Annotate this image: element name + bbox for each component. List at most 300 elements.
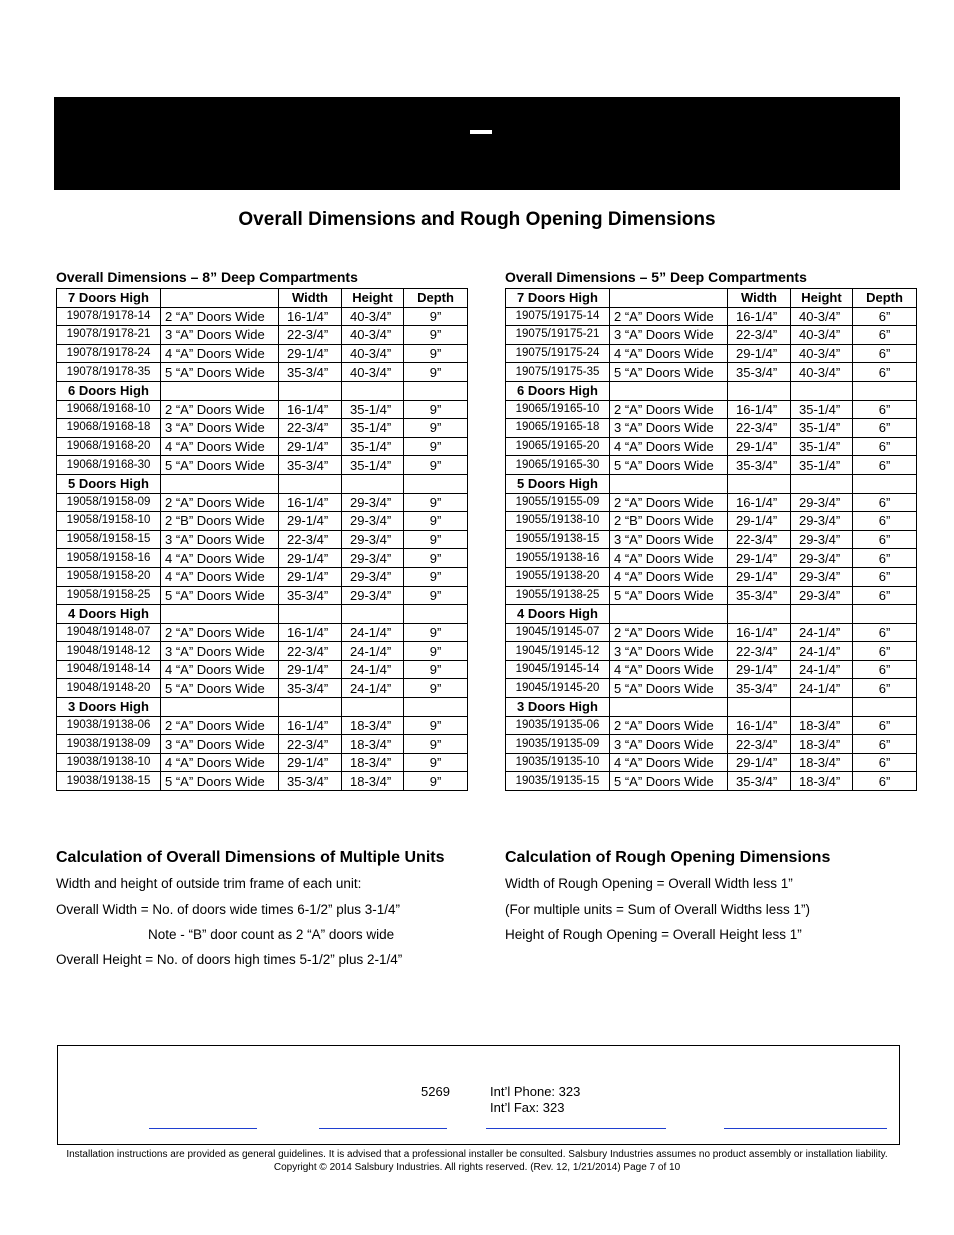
height-value: 29-3/4” xyxy=(342,493,404,512)
width-value: 29-1/4” xyxy=(279,567,342,586)
model-number: 19078/19178-24 xyxy=(57,344,161,363)
height-value: 40-3/4” xyxy=(342,307,404,326)
depth-value: 6” xyxy=(853,549,917,568)
width-value: 29-1/4” xyxy=(279,512,342,531)
group-header-row xyxy=(506,698,917,717)
page-title: Overall Dimensions and Rough Opening Dimensions xyxy=(238,209,716,230)
door-config: 3 “A” Doors Wide xyxy=(610,735,728,754)
table-row xyxy=(57,344,468,363)
table-row xyxy=(506,716,917,735)
width-value: 16-1/4” xyxy=(279,623,342,642)
depth-value: 6” xyxy=(853,735,917,754)
table-row xyxy=(57,716,468,735)
empty-cell xyxy=(404,698,468,717)
door-config: 4 “A” Doors Wide xyxy=(161,549,279,568)
width-value: 29-1/4” xyxy=(279,549,342,568)
depth-value: 9” xyxy=(404,586,468,605)
empty-cell xyxy=(161,698,279,717)
height-value: 18-3/4” xyxy=(342,716,404,735)
height-value: 40-3/4” xyxy=(791,326,853,345)
door-config: 2 “A” Doors Wide xyxy=(610,400,728,419)
width-value: 16-1/4” xyxy=(728,400,791,419)
table-row xyxy=(57,456,468,475)
depth-value: 9” xyxy=(404,567,468,586)
model-number: 19058/19158-25 xyxy=(57,586,161,605)
height-value: 24-1/4” xyxy=(342,679,404,698)
depth-value: 6” xyxy=(853,679,917,698)
empty-cell xyxy=(610,381,728,400)
table-row xyxy=(57,326,468,345)
depth-value: 9” xyxy=(404,716,468,735)
height-value: 35-1/4” xyxy=(791,419,853,438)
depth-value: 6” xyxy=(853,456,917,475)
depth-value: 6” xyxy=(853,623,917,642)
table-row xyxy=(506,642,917,661)
height-value: 24-1/4” xyxy=(791,660,853,679)
depth-value: 9” xyxy=(404,400,468,419)
height-value: 35-1/4” xyxy=(342,400,404,419)
door-config: 2 “A” Doors Wide xyxy=(161,307,279,326)
group-label: 5 Doors High xyxy=(506,474,610,493)
door-config: 5 “A” Doors Wide xyxy=(610,456,728,475)
model-number: 19038/19138-06 xyxy=(57,716,161,735)
contact-fax: Int’l Fax: 323 xyxy=(490,1100,565,1115)
width-value: 16-1/4” xyxy=(279,716,342,735)
group-header-row xyxy=(57,698,468,717)
model-number: 19048/19148-14 xyxy=(57,660,161,679)
empty-cell xyxy=(404,381,468,400)
table-row xyxy=(57,307,468,326)
height-value: 29-3/4” xyxy=(342,567,404,586)
dimensions-table-5in xyxy=(505,288,917,791)
depth-value: 9” xyxy=(404,753,468,772)
height-value: 40-3/4” xyxy=(342,363,404,382)
table-row xyxy=(57,660,468,679)
depth-value: 9” xyxy=(404,735,468,754)
model-number: 19055/19138-15 xyxy=(506,530,610,549)
model-number: 19078/19178-35 xyxy=(57,363,161,382)
depth-value: 6” xyxy=(853,363,917,382)
model-number: 19058/19158-09 xyxy=(57,493,161,512)
model-number: 19075/19175-21 xyxy=(506,326,610,345)
table-row xyxy=(57,753,468,772)
model-number: 19048/19148-07 xyxy=(57,623,161,642)
door-config: 4 “A” Doors Wide xyxy=(610,437,728,456)
width-value: 35-3/4” xyxy=(728,456,791,475)
door-config: 2 “A” Doors Wide xyxy=(610,307,728,326)
model-number: 19045/19145-07 xyxy=(506,623,610,642)
width-value: 29-1/4” xyxy=(728,549,791,568)
group-header-row xyxy=(57,289,468,308)
group-label: 4 Doors High xyxy=(506,605,610,624)
table-row xyxy=(506,567,917,586)
model-number: 19075/19175-24 xyxy=(506,344,610,363)
column-header-width: Width xyxy=(279,289,342,308)
depth-value: 6” xyxy=(853,493,917,512)
width-value: 16-1/4” xyxy=(728,623,791,642)
width-value: 29-1/4” xyxy=(279,344,342,363)
door-config: 5 “A” Doors Wide xyxy=(610,363,728,382)
height-value: 40-3/4” xyxy=(791,363,853,382)
width-value: 16-1/4” xyxy=(728,493,791,512)
width-value: 22-3/4” xyxy=(728,530,791,549)
door-config: 5 “A” Doors Wide xyxy=(610,772,728,791)
door-config: 5 “A” Doors Wide xyxy=(161,586,279,605)
table-row xyxy=(506,419,917,438)
height-value: 24-1/4” xyxy=(342,642,404,661)
depth-value: 9” xyxy=(404,660,468,679)
table-row xyxy=(506,772,917,791)
table-row xyxy=(57,623,468,642)
depth-value: 6” xyxy=(853,437,917,456)
table-row xyxy=(57,363,468,382)
group-label: 4 Doors High xyxy=(57,605,161,624)
model-number: 19068/19168-20 xyxy=(57,437,161,456)
empty-cell xyxy=(279,474,342,493)
height-value: 18-3/4” xyxy=(342,735,404,754)
model-number: 19058/19158-20 xyxy=(57,567,161,586)
table-row xyxy=(57,530,468,549)
width-value: 22-3/4” xyxy=(728,326,791,345)
door-config: 2 “A” Doors Wide xyxy=(161,493,279,512)
contact-link-2[interactable] xyxy=(319,1128,447,1129)
door-config: 2 “B” Doors Wide xyxy=(610,512,728,531)
group-label: 7 Doors High xyxy=(506,289,610,308)
table-row xyxy=(506,363,917,382)
contact-number: 5269 xyxy=(421,1084,450,1099)
empty-cell xyxy=(342,381,404,400)
group-header-row xyxy=(57,474,468,493)
door-config: 3 “A” Doors Wide xyxy=(161,642,279,661)
depth-value: 9” xyxy=(404,623,468,642)
model-number: 19048/19148-20 xyxy=(57,679,161,698)
contact-link-4[interactable] xyxy=(724,1128,887,1129)
contact-phone: Int’l Phone: 323 xyxy=(490,1084,581,1099)
table-row xyxy=(506,493,917,512)
door-config: 2 “A” Doors Wide xyxy=(161,716,279,735)
empty-cell xyxy=(279,698,342,717)
empty-cell xyxy=(791,474,853,493)
height-value: 24-1/4” xyxy=(791,623,853,642)
width-value: 16-1/4” xyxy=(279,307,342,326)
door-config: 3 “A” Doors Wide xyxy=(161,530,279,549)
column-header-blank xyxy=(161,289,279,308)
door-config: 4 “A” Doors Wide xyxy=(161,567,279,586)
group-label: 5 Doors High xyxy=(57,474,161,493)
height-value: 29-3/4” xyxy=(791,512,853,531)
group-header-row xyxy=(57,605,468,624)
column-header-blank xyxy=(610,289,728,308)
empty-cell xyxy=(791,605,853,624)
table-row xyxy=(57,772,468,791)
height-value: 29-3/4” xyxy=(342,586,404,605)
empty-cell xyxy=(728,474,791,493)
calc-multiple-line-2: Overall Width = No. of doors wide times 6-1/2” plus 3-1/4” xyxy=(56,902,401,917)
height-value: 40-3/4” xyxy=(791,307,853,326)
width-value: 22-3/4” xyxy=(279,326,342,345)
depth-value: 6” xyxy=(853,586,917,605)
empty-cell xyxy=(791,698,853,717)
width-value: 35-3/4” xyxy=(279,363,342,382)
calc-rough-line-1: Width of Rough Opening = Overall Width less 1” xyxy=(505,876,793,891)
table-caption-5in: Overall Dimensions – 5” Deep Compartments xyxy=(505,269,807,285)
calc-multiple-line-4: Overall Height = No. of doors high times 5-1/2” plus 2-1/4” xyxy=(56,952,403,967)
table-row xyxy=(57,567,468,586)
depth-value: 9” xyxy=(404,326,468,345)
group-label: 3 Doors High xyxy=(506,698,610,717)
depth-value: 6” xyxy=(853,344,917,363)
width-value: 22-3/4” xyxy=(728,642,791,661)
group-header-row xyxy=(506,289,917,308)
depth-value: 6” xyxy=(853,307,917,326)
empty-cell xyxy=(342,698,404,717)
width-value: 35-3/4” xyxy=(728,679,791,698)
width-value: 35-3/4” xyxy=(279,586,342,605)
empty-cell xyxy=(728,698,791,717)
model-number: 19035/19135-06 xyxy=(506,716,610,735)
width-value: 22-3/4” xyxy=(279,419,342,438)
depth-value: 6” xyxy=(853,660,917,679)
height-value: 18-3/4” xyxy=(791,716,853,735)
table-row xyxy=(506,735,917,754)
door-config: 2 “A” Doors Wide xyxy=(610,493,728,512)
model-number: 19058/19158-15 xyxy=(57,530,161,549)
height-value: 24-1/4” xyxy=(791,642,853,661)
depth-value: 9” xyxy=(404,772,468,791)
calc-rough-title: Calculation of Rough Opening Dimensions xyxy=(505,849,831,866)
group-header-row xyxy=(506,474,917,493)
empty-cell xyxy=(342,474,404,493)
width-value: 16-1/4” xyxy=(728,307,791,326)
depth-value: 9” xyxy=(404,307,468,326)
table-row xyxy=(57,437,468,456)
height-value: 40-3/4” xyxy=(791,344,853,363)
table-row xyxy=(57,493,468,512)
table-row xyxy=(506,679,917,698)
width-value: 29-1/4” xyxy=(728,567,791,586)
depth-value: 9” xyxy=(404,642,468,661)
depth-value: 9” xyxy=(404,493,468,512)
model-number: 19065/19165-30 xyxy=(506,456,610,475)
header-banner xyxy=(54,97,900,190)
height-value: 35-1/4” xyxy=(791,456,853,475)
width-value: 35-3/4” xyxy=(728,772,791,791)
group-header-row xyxy=(506,381,917,400)
door-config: 4 “A” Doors Wide xyxy=(610,567,728,586)
header-dash xyxy=(470,130,492,134)
disclaimer-text: Installation instructions are provided as general guidelines. It is advised that a professional installer be consulted. Salsbury Industries assumes no product assembly or installation liability. xyxy=(66,1149,888,1160)
model-number: 19065/19165-20 xyxy=(506,437,610,456)
door-config: 5 “A” Doors Wide xyxy=(161,456,279,475)
height-value: 29-3/4” xyxy=(342,512,404,531)
empty-cell xyxy=(342,605,404,624)
depth-value: 6” xyxy=(853,567,917,586)
depth-value: 9” xyxy=(404,456,468,475)
door-config: 3 “A” Doors Wide xyxy=(161,326,279,345)
empty-cell xyxy=(279,381,342,400)
model-number: 19038/19138-10 xyxy=(57,753,161,772)
door-config: 4 “A” Doors Wide xyxy=(610,549,728,568)
door-config: 5 “A” Doors Wide xyxy=(161,363,279,382)
contact-link-3[interactable] xyxy=(486,1128,666,1129)
table-row xyxy=(57,419,468,438)
door-config: 3 “A” Doors Wide xyxy=(161,419,279,438)
height-value: 35-1/4” xyxy=(342,437,404,456)
height-value: 18-3/4” xyxy=(791,753,853,772)
height-value: 24-1/4” xyxy=(342,623,404,642)
table-row xyxy=(506,456,917,475)
door-config: 2 “B” Doors Wide xyxy=(161,512,279,531)
height-value: 29-3/4” xyxy=(342,549,404,568)
door-config: 4 “A” Doors Wide xyxy=(161,753,279,772)
model-number: 19038/19138-15 xyxy=(57,772,161,791)
table-row xyxy=(57,735,468,754)
group-header-row xyxy=(57,381,468,400)
empty-cell xyxy=(728,381,791,400)
table-row xyxy=(506,753,917,772)
door-config: 5 “A” Doors Wide xyxy=(610,586,728,605)
width-value: 35-3/4” xyxy=(279,772,342,791)
width-value: 16-1/4” xyxy=(279,493,342,512)
height-value: 35-1/4” xyxy=(342,419,404,438)
depth-value: 6” xyxy=(853,326,917,345)
width-value: 35-3/4” xyxy=(279,456,342,475)
empty-cell xyxy=(161,605,279,624)
table-row xyxy=(506,344,917,363)
door-config: 3 “A” Doors Wide xyxy=(610,419,728,438)
group-label: 6 Doors High xyxy=(57,381,161,400)
width-value: 29-1/4” xyxy=(279,753,342,772)
width-value: 22-3/4” xyxy=(279,735,342,754)
width-value: 35-3/4” xyxy=(728,586,791,605)
empty-cell xyxy=(853,381,917,400)
table-row xyxy=(57,679,468,698)
depth-value: 6” xyxy=(853,400,917,419)
depth-value: 9” xyxy=(404,344,468,363)
height-value: 18-3/4” xyxy=(791,772,853,791)
width-value: 35-3/4” xyxy=(728,363,791,382)
table-row xyxy=(57,586,468,605)
height-value: 40-3/4” xyxy=(342,344,404,363)
height-value: 29-3/4” xyxy=(791,493,853,512)
height-value: 35-1/4” xyxy=(342,456,404,475)
height-value: 18-3/4” xyxy=(342,753,404,772)
empty-cell xyxy=(610,474,728,493)
door-config: 3 “A” Doors Wide xyxy=(161,735,279,754)
table-row xyxy=(506,512,917,531)
model-number: 19055/19138-10 xyxy=(506,512,610,531)
calc-multiple-line-1: Width and height of outside trim frame of each unit: xyxy=(56,876,362,891)
depth-value: 6” xyxy=(853,772,917,791)
depth-value: 6” xyxy=(853,716,917,735)
column-header-height: Height xyxy=(342,289,404,308)
height-value: 24-1/4” xyxy=(342,660,404,679)
calc-rough-line-3: Height of Rough Opening = Overall Height less 1” xyxy=(505,927,802,942)
depth-value: 9” xyxy=(404,512,468,531)
door-config: 3 “A” Doors Wide xyxy=(610,530,728,549)
width-value: 22-3/4” xyxy=(728,419,791,438)
model-number: 19055/19155-09 xyxy=(506,493,610,512)
model-number: 19065/19165-18 xyxy=(506,419,610,438)
table-row xyxy=(506,586,917,605)
table-caption-8in: Overall Dimensions – 8” Deep Compartments xyxy=(56,269,358,285)
copyright-text: Copyright © 2014 Salsbury Industries. All rights reserved. (Rev. 12, 1/21/2014) Page 7 of 10 xyxy=(273,1162,681,1173)
door-config: 4 “A” Doors Wide xyxy=(610,660,728,679)
group-header-row xyxy=(506,605,917,624)
table-row xyxy=(506,660,917,679)
model-number: 19045/19145-14 xyxy=(506,660,610,679)
empty-cell xyxy=(161,474,279,493)
model-number: 19055/19138-25 xyxy=(506,586,610,605)
width-value: 29-1/4” xyxy=(728,660,791,679)
depth-value: 6” xyxy=(853,642,917,661)
model-number: 19075/19175-14 xyxy=(506,307,610,326)
table-row xyxy=(57,512,468,531)
empty-cell xyxy=(728,605,791,624)
height-value: 35-1/4” xyxy=(791,437,853,456)
contact-link-1[interactable] xyxy=(149,1128,257,1129)
group-label: 6 Doors High xyxy=(506,381,610,400)
model-number: 19035/19135-09 xyxy=(506,735,610,754)
depth-value: 9” xyxy=(404,437,468,456)
width-value: 29-1/4” xyxy=(279,437,342,456)
model-number: 19038/19138-09 xyxy=(57,735,161,754)
width-value: 29-1/4” xyxy=(728,753,791,772)
depth-value: 6” xyxy=(853,419,917,438)
empty-cell xyxy=(404,605,468,624)
width-value: 22-3/4” xyxy=(279,642,342,661)
door-config: 4 “A” Doors Wide xyxy=(161,344,279,363)
empty-cell xyxy=(404,474,468,493)
model-number: 19055/19138-16 xyxy=(506,549,610,568)
depth-value: 6” xyxy=(853,512,917,531)
table-row xyxy=(57,549,468,568)
empty-cell xyxy=(610,605,728,624)
height-value: 40-3/4” xyxy=(342,326,404,345)
table-row xyxy=(506,400,917,419)
door-config: 4 “A” Doors Wide xyxy=(610,753,728,772)
door-config: 3 “A” Doors Wide xyxy=(610,326,728,345)
column-header-width: Width xyxy=(728,289,791,308)
column-header-depth: Depth xyxy=(853,289,917,308)
group-label: 7 Doors High xyxy=(57,289,161,308)
calc-multiple-note: Note - “B” door count as 2 “A” doors wide xyxy=(148,927,395,942)
width-value: 29-1/4” xyxy=(728,512,791,531)
model-number: 19068/19168-10 xyxy=(57,400,161,419)
depth-value: 9” xyxy=(404,363,468,382)
width-value: 22-3/4” xyxy=(728,735,791,754)
empty-cell xyxy=(161,381,279,400)
model-number: 19048/19148-12 xyxy=(57,642,161,661)
door-config: 4 “A” Doors Wide xyxy=(161,660,279,679)
width-value: 35-3/4” xyxy=(279,679,342,698)
depth-value: 9” xyxy=(404,419,468,438)
door-config: 4 “A” Doors Wide xyxy=(161,437,279,456)
door-config: 5 “A” Doors Wide xyxy=(610,679,728,698)
model-number: 19058/19158-10 xyxy=(57,512,161,531)
contact-box xyxy=(57,1045,900,1145)
height-value: 24-1/4” xyxy=(791,679,853,698)
height-value: 29-3/4” xyxy=(791,549,853,568)
height-value: 18-3/4” xyxy=(791,735,853,754)
empty-cell xyxy=(853,698,917,717)
height-value: 29-3/4” xyxy=(791,530,853,549)
model-number: 19055/19138-20 xyxy=(506,567,610,586)
table-row xyxy=(506,549,917,568)
table-row xyxy=(57,642,468,661)
column-header-depth: Depth xyxy=(404,289,468,308)
table-row xyxy=(506,307,917,326)
